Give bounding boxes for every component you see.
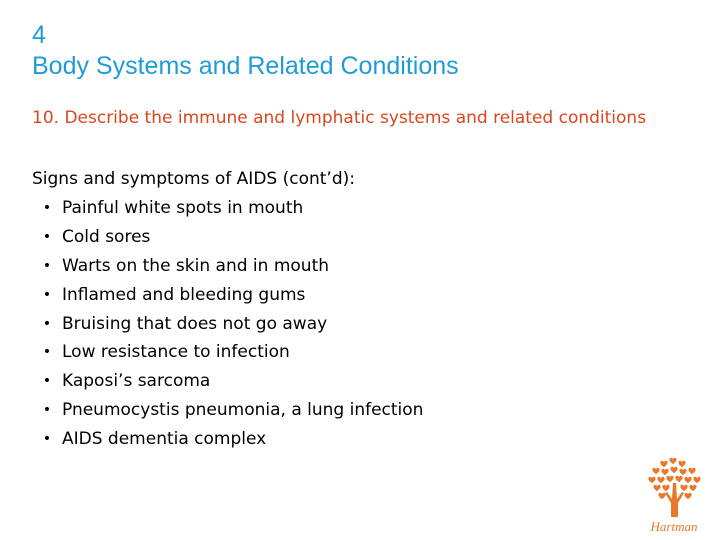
hartman-logo: [640, 455, 708, 535]
list-item-text: Kaposi’s sarcoma: [62, 371, 211, 392]
list-item-text: Pneumocystis pneumonia, a lung infection: [62, 400, 424, 421]
bullet-dot: •: [42, 228, 52, 245]
bullet-dot: •: [42, 286, 52, 303]
list-item-text: Low resistance to infection: [62, 342, 290, 363]
heart-tree-icon: [648, 458, 700, 517]
chapter-title: Body Systems and Related Conditions: [32, 52, 459, 80]
bullet-dot: •: [42, 315, 52, 332]
list-item-text: Bruising that does not go away: [62, 313, 328, 334]
bullet-dot: •: [42, 431, 52, 448]
bullet-dot: •: [42, 402, 52, 419]
bullet-dot: •: [42, 257, 52, 274]
list-item-text: Cold sores: [62, 226, 151, 247]
bullet-dot: •: [42, 373, 52, 390]
intro-text: Signs and symptoms of AIDS (cont’d):: [32, 169, 355, 189]
chapter-number: 4: [32, 21, 46, 49]
list-item-text: Inflamed and bleeding gums: [62, 284, 306, 305]
learning-objective: 10. Describe the immune and lymphatic systems and related conditions: [32, 108, 647, 128]
logo-wordmark: Hartman: [650, 519, 698, 534]
bullet-dot: •: [42, 344, 52, 361]
slide-title: [32, 20, 459, 82]
list-item: [32, 281, 423, 310]
symptom-list: [32, 194, 423, 454]
list-item-text: Painful white spots in mouth: [62, 198, 304, 218]
list-item-text: Warts on the skin and in mouth: [62, 255, 330, 276]
list-item: [32, 425, 423, 454]
list-item: [32, 396, 423, 425]
list-item: [32, 310, 423, 339]
list-item: [32, 194, 423, 223]
list-item: [32, 367, 423, 396]
slide-body: [32, 166, 423, 454]
bullet-dot: •: [42, 200, 52, 216]
list-item: [32, 338, 423, 367]
list-item: [32, 252, 423, 281]
list-item-text: AIDS dementia complex: [62, 429, 267, 450]
list-item: [32, 223, 423, 252]
